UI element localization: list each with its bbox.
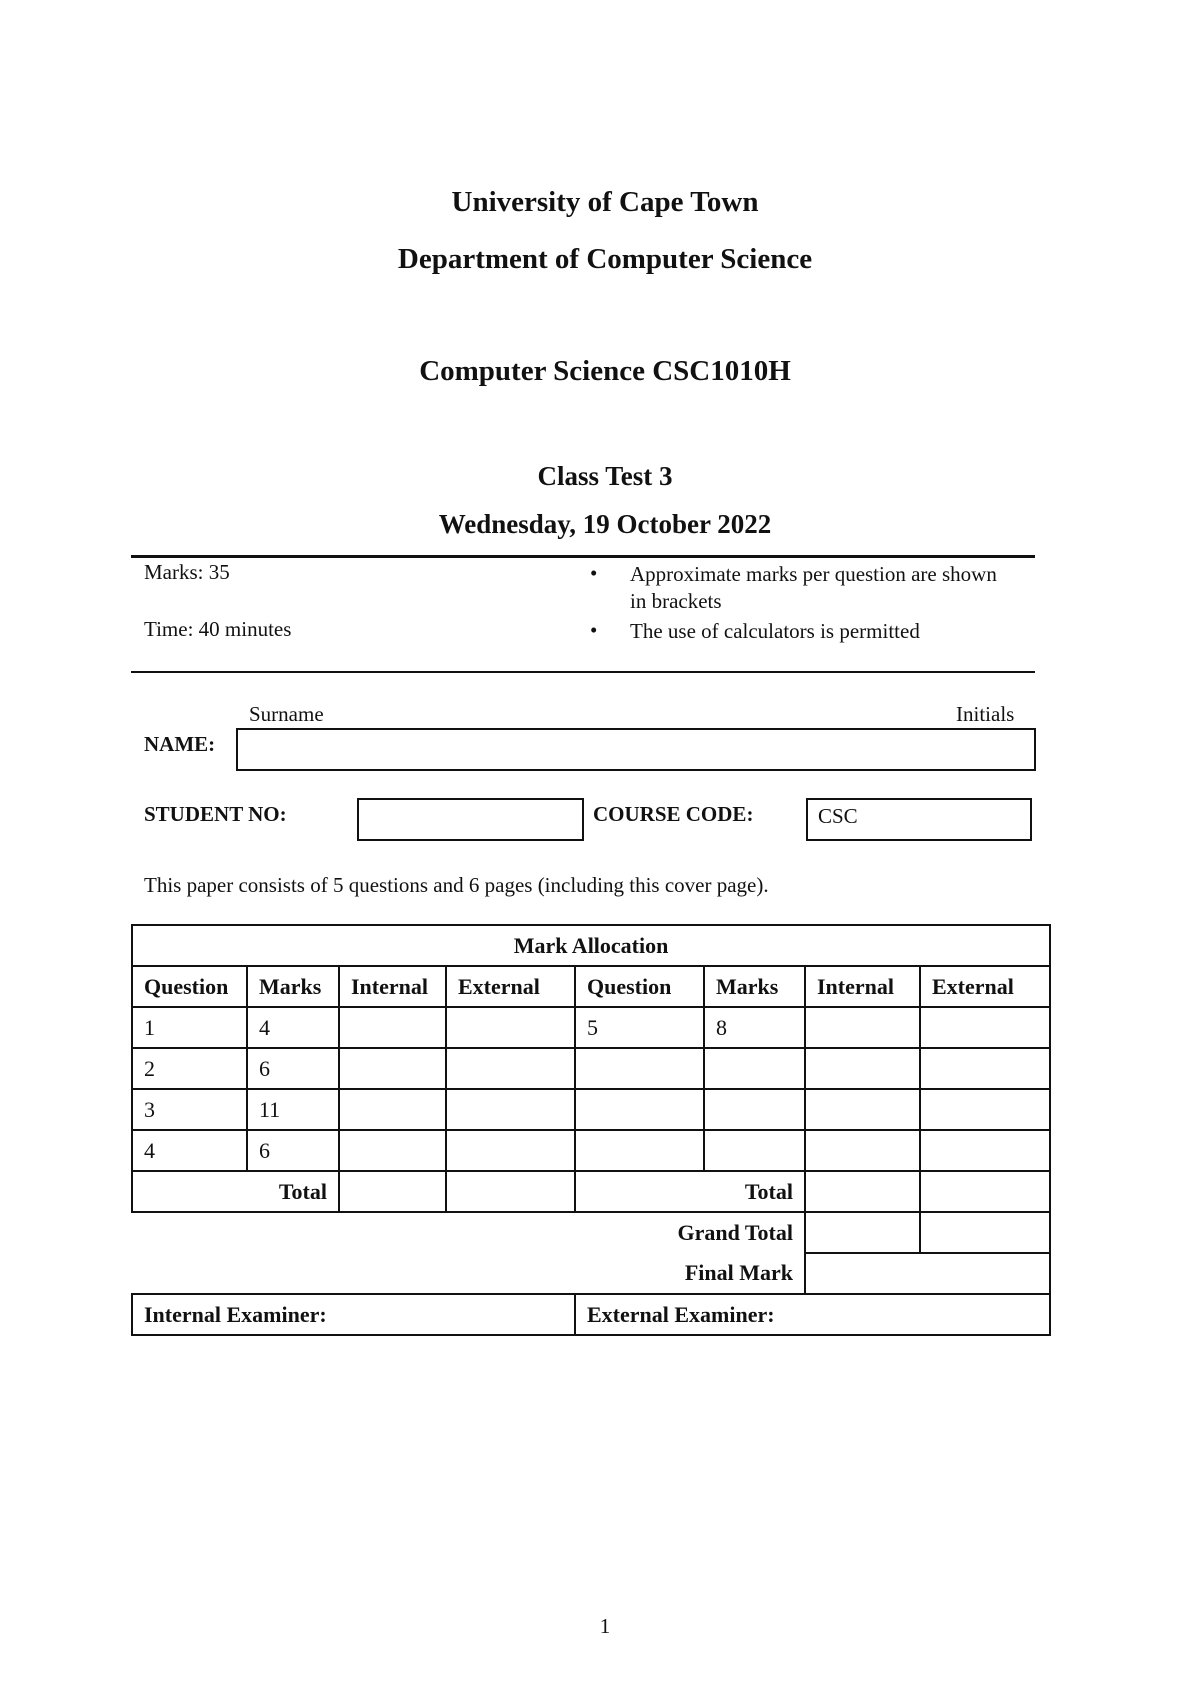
table-title: Mark Allocation [132,925,1050,966]
name-label: NAME: [144,732,216,756]
question-cell: 2 [132,1048,247,1089]
external-cell[interactable] [446,1048,575,1089]
table-row [132,1130,1050,1171]
total-label: Total [132,1171,339,1212]
university-title: University of Cape Town [451,186,759,218]
marks-cell: 4 [247,1007,339,1048]
marks-cell: 6 [247,1130,339,1171]
final-mark-label: Final Mark [684,1260,793,1285]
final-mark-row [132,1253,1050,1294]
name-field[interactable] [236,728,1036,771]
total-label: Total [575,1171,805,1212]
marks-cell [704,1130,805,1171]
grand-total-external-cell[interactable] [920,1212,1050,1253]
internal-cell[interactable] [339,1089,446,1130]
question-cell: 5 [575,1007,704,1048]
marks-cell: 11 [247,1089,339,1130]
course-title: Computer Science CSC1010H [419,355,791,387]
column-header: External [920,966,1050,1007]
internal-cell[interactable] [339,1007,446,1048]
final-mark-cell[interactable] [805,1253,1050,1294]
internal-total-cell[interactable] [339,1171,446,1212]
external-total-cell[interactable] [446,1171,575,1212]
examiner-row [132,1294,1050,1335]
course-code-label: COURSE CODE: [593,802,754,826]
total-row [132,1171,1050,1212]
student-no-field[interactable] [357,798,584,841]
question-cell: 4 [132,1130,247,1171]
internal-cell[interactable] [805,1007,920,1048]
bullet-icon: • [590,618,598,642]
marks-cell: 6 [247,1048,339,1089]
department-title: Department of Computer Science [397,243,813,275]
internal-cell[interactable] [339,1048,446,1089]
bullet-text: The use of calculators is permitted [630,619,920,643]
grand-total-label: Grand Total [677,1220,793,1245]
internal-total-cell[interactable] [805,1171,920,1212]
internal-cell[interactable] [805,1130,920,1171]
external-examiner-label[interactable]: External Examiner: [575,1294,1050,1335]
grand-total-row [132,1212,1050,1253]
bottom-divider [131,671,1035,673]
test-date: Wednesday, 19 October 2022 [438,509,772,539]
initials-label: Initials [956,702,1015,726]
question-cell [575,1089,704,1130]
paper-note: This paper consists of 5 questions and 6 pages (including this cover page). [144,873,769,897]
top-divider [131,555,1035,558]
test-title: Class Test 3 [537,461,673,491]
internal-examiner-label[interactable]: Internal Examiner: [132,1294,575,1335]
table-row [132,1089,1050,1130]
student-no-label: STUDENT NO: [144,802,287,826]
time-info: Time: 40 minutes [144,617,292,641]
marks-cell [704,1048,805,1089]
column-header: Marks [247,966,339,1007]
marks-cell [704,1089,805,1130]
internal-cell[interactable] [805,1048,920,1089]
internal-cell[interactable] [339,1130,446,1171]
column-header: Internal [339,966,446,1007]
bullet-icon: • [590,561,598,585]
column-header: Question [575,966,704,1007]
external-cell[interactable] [920,1089,1050,1130]
course-code-value: CSC [818,804,858,828]
question-cell: 3 [132,1089,247,1130]
external-cell[interactable] [920,1048,1050,1089]
question-cell [575,1130,704,1171]
external-cell[interactable] [920,1130,1050,1171]
surname-label: Surname [249,702,324,726]
page-number: 1 [599,1614,611,1638]
column-header: Internal [805,966,920,1007]
external-cell[interactable] [446,1130,575,1171]
bullet-text: Approximate marks per question are shown in brackets [630,562,997,613]
marks-info: Marks: 35 [144,560,230,584]
table-header-row [132,966,1050,1007]
external-cell[interactable] [446,1007,575,1048]
grand-total-internal-cell[interactable] [805,1212,920,1253]
external-total-cell[interactable] [920,1171,1050,1212]
table-row [132,1007,1050,1048]
external-cell[interactable] [446,1089,575,1130]
column-header: External [446,966,575,1007]
column-header: Question [132,966,247,1007]
course-code-field[interactable] [806,798,1032,841]
question-cell: 1 [132,1007,247,1048]
table-row [132,1048,1050,1089]
external-cell[interactable] [920,1007,1050,1048]
mark-allocation-table [131,924,1051,1336]
marks-cell: 8 [704,1007,805,1048]
column-header: Marks [704,966,805,1007]
internal-cell[interactable] [805,1089,920,1130]
question-cell [575,1048,704,1089]
